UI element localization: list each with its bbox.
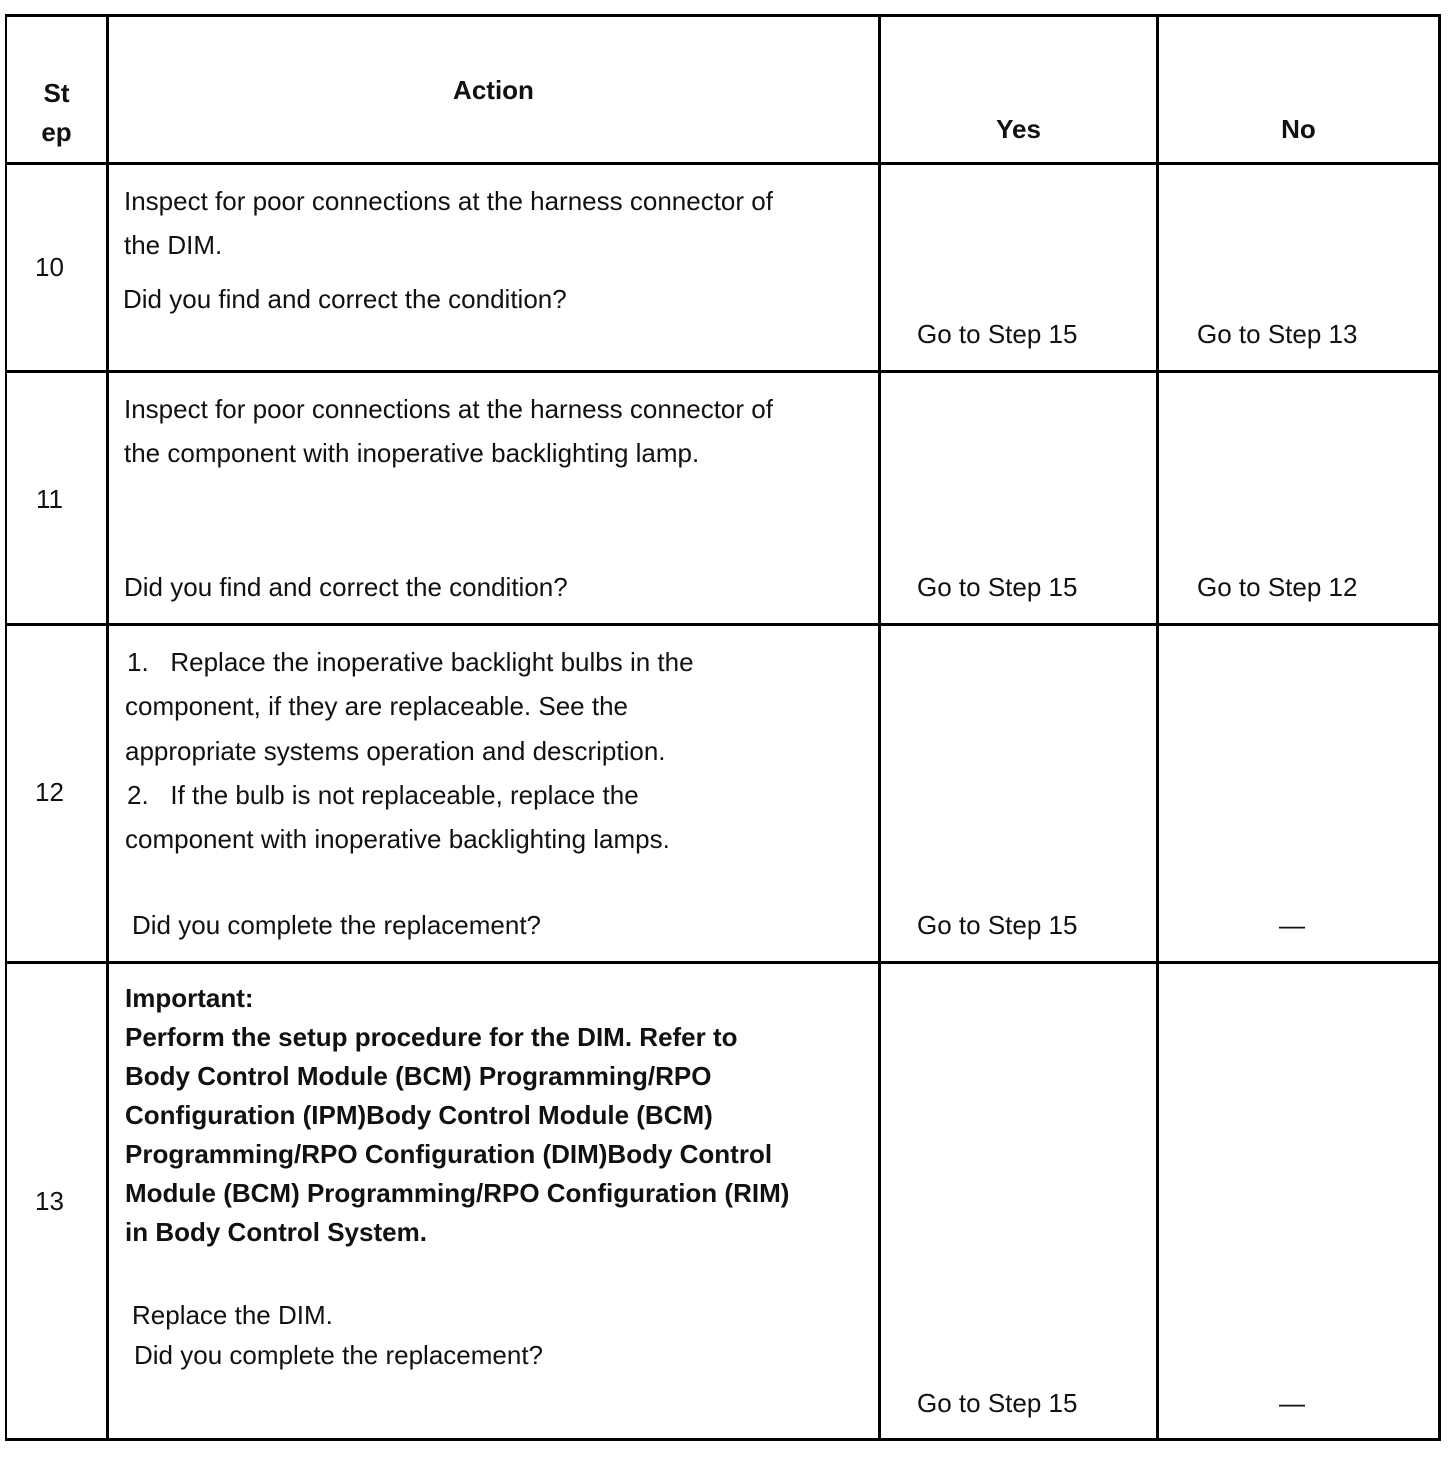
question-text: Did you find and correct the condition? <box>124 572 568 602</box>
action-text: Inspect for poor connections at the harness connector of <box>124 394 773 424</box>
table-border-top <box>5 14 1441 17</box>
table-border-bottom <box>5 1438 1441 1441</box>
action-text: Inspect for poor connections at the harness connector of <box>124 186 773 216</box>
table-border-left <box>5 14 7 1441</box>
yes-result: Go to Step 15 <box>917 1388 1078 1418</box>
header-step-line1: St <box>43 78 70 108</box>
action-text: appropriate systems operation and description. <box>125 736 666 766</box>
header-step-line2: ep <box>41 117 72 147</box>
instruction-text: Replace the DIM. <box>132 1300 333 1330</box>
important-text: Configuration (IPM)Body Control Module (BCM) <box>125 1100 713 1130</box>
yes-result: Go to Step 15 <box>917 319 1078 349</box>
action-text: the DIM. <box>124 230 223 260</box>
column-divider <box>1156 14 1159 1441</box>
column-divider <box>878 14 881 1441</box>
row-divider <box>5 961 1441 964</box>
question-text: Did you complete the replacement? <box>132 910 542 940</box>
header-yes: Yes <box>996 114 1041 144</box>
step-number: 10 <box>35 252 64 282</box>
action-step-1: 1. Replace the inoperative backlight bulbs in the <box>127 647 694 677</box>
action-text: component with inoperative backlighting lamps. <box>125 824 670 854</box>
row-divider <box>5 623 1441 626</box>
header-divider <box>5 162 1441 165</box>
step-number: 13 <box>35 1186 64 1216</box>
header-no: No <box>1281 114 1316 144</box>
yes-result: Go to Step 15 <box>917 910 1078 940</box>
important-label: Important: <box>125 983 254 1013</box>
question-text: Did you find and correct the condition? <box>123 284 567 314</box>
no-result: — <box>1279 1388 1305 1418</box>
action-text: component, if they are replaceable. See the <box>125 691 628 721</box>
no-result: Go to Step 13 <box>1197 319 1358 349</box>
important-text: Programming/RPO Configuration (DIM)Body Control <box>125 1139 773 1169</box>
action-step-2: 2. If the bulb is not replaceable, replace the <box>127 780 639 810</box>
yes-result: Go to Step 15 <box>917 572 1078 602</box>
step-number: 12 <box>35 777 64 807</box>
no-result: — <box>1279 910 1305 940</box>
header-action: Action <box>453 75 534 105</box>
important-text: Module (BCM) Programming/RPO Configuration (RIM) <box>125 1178 790 1208</box>
action-text: the component with inoperative backlighting lamp. <box>124 438 700 468</box>
table-border-right <box>1438 14 1441 1441</box>
question-text: Did you complete the replacement? <box>134 1340 544 1370</box>
important-text: Body Control Module (BCM) Programming/RPO <box>125 1061 712 1091</box>
column-divider <box>106 14 109 1441</box>
important-text: Perform the setup procedure for the DIM. Refer to <box>125 1022 738 1052</box>
no-result: Go to Step 12 <box>1197 572 1358 602</box>
row-divider <box>5 370 1441 373</box>
step-number: 11 <box>36 484 63 514</box>
header-step <box>7 74 106 152</box>
important-text: in Body Control System. <box>125 1217 427 1247</box>
